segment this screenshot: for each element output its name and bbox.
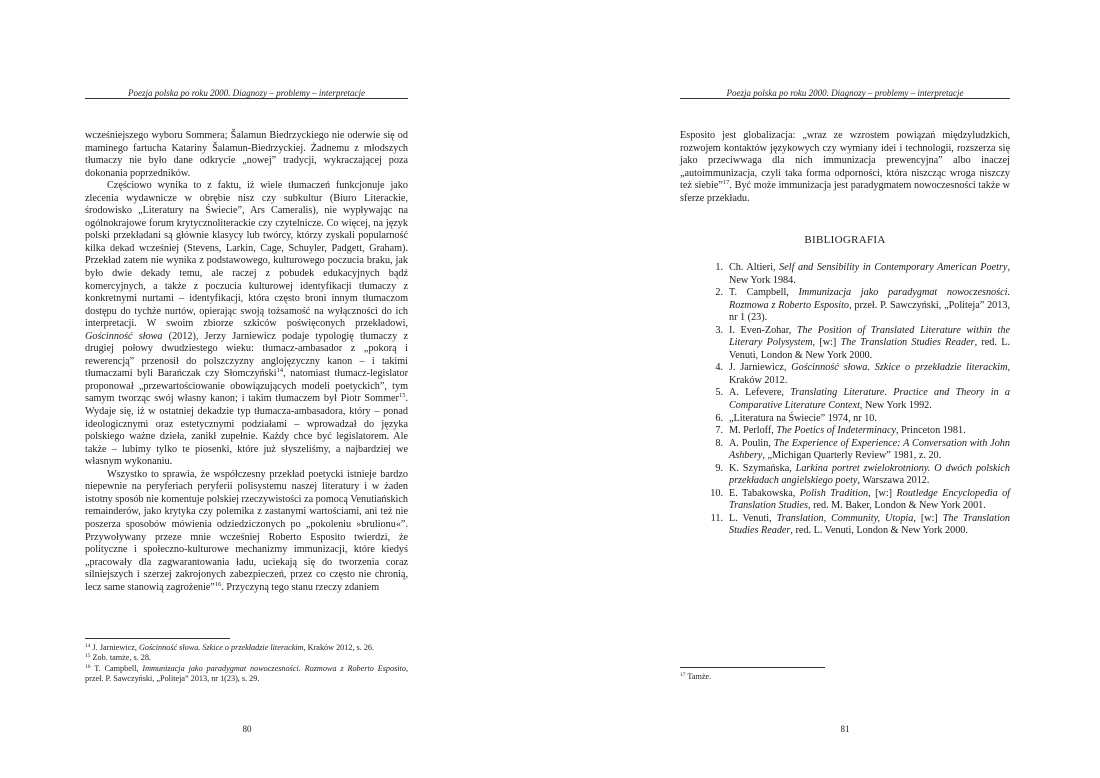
italic-text: The Translation Studies Reader [729, 512, 1010, 537]
bibliography-entry [705, 463, 1010, 488]
text-run: Ch. Altieri, [729, 262, 780, 273]
text-run: Zob. tamże, s. 28. [90, 653, 151, 663]
text-run: A. Poulin, [729, 437, 774, 449]
text-run: T. Campbell, [729, 287, 799, 299]
entry-number: 5. [715, 387, 723, 399]
running-header: Poezja polska po roku 2000. Diagnozy – problemy – interpretacje [128, 88, 365, 98]
paragraph [680, 130, 1010, 205]
entry-number: 11. [710, 512, 723, 524]
footnote-ref: 14 [85, 643, 91, 649]
italic-text: Immunizacja jako paradygmat nowoczesności. Rozmowa z Roberto Esposito [142, 663, 406, 673]
bibliography-entry [705, 362, 1010, 387]
bibliography-entry [705, 325, 1010, 363]
footnote-rule [85, 638, 230, 639]
paragraph [85, 469, 408, 594]
bibliography-entry [705, 425, 1010, 438]
header-rule [680, 98, 1010, 99]
footnote [85, 653, 408, 663]
footnotes [85, 643, 408, 685]
text-run: , Warszawa 2012. [857, 475, 930, 487]
body-text [85, 130, 408, 594]
entry-number: 8. [715, 437, 723, 449]
text-run: , Princeton 1981. [896, 425, 966, 437]
text-run: , red. M. Baker, London & New York 2001. [807, 500, 986, 512]
text-run: , „Michigan Quarterly Review” 1981, z. 20. [762, 450, 942, 462]
text-run: (2012), Jerzy Jarniewicz podaje typologię tłumaczy z drugiej połowy dwudziestego wieku: tłumacz-ambasador z „pokorą i rewerencją” przenosił do polszczyzny anglojęzyczny kanon – i takimi tłumaczami byli Barańczak czy Słomczyński [85, 330, 408, 380]
page-number: 80 [242, 724, 252, 734]
bibliography-entry [705, 262, 1010, 287]
text-run: , [w:] [913, 512, 943, 524]
footnote-rule [680, 667, 825, 668]
footnote-ref: 17 [680, 672, 686, 678]
text-run: , przeł. P. Sawczyński, „Politeja” 2013, nr 1(23), s. 29. [85, 663, 408, 684]
text-run: , natomiast tłumacz-legislator proponował „przewartościowanie obowiązujących modeli poetyckich”, tym samym tworząc swój własny kanon; i takim tłumaczem był Piotr Sommer [85, 368, 408, 405]
text-run: L. Venuti, [729, 512, 777, 524]
text-run: , Kraków 2012, s. 26. [303, 643, 375, 652]
text-run: , red. L. Venuti, London & New York 2000. [729, 337, 1010, 361]
text-run: A. Lefevere, [729, 387, 791, 399]
footnote [680, 672, 1010, 682]
italic-text: Gościnność słowa [85, 330, 163, 342]
italic-text: The Poetics of Indeterminacy [776, 425, 897, 437]
text-run: , New York 1984. [729, 262, 1010, 286]
italic-text: The Translation Studies Reader [840, 337, 975, 349]
text-run: . Być może immunizacja jest paradygmatem nowoczesności także w sferze przekładu. [680, 180, 1010, 204]
text-run: M. Perloff, [729, 425, 777, 437]
text-run: „Literatura na Świecie” 1974, nr 10. [729, 412, 877, 424]
italic-text: The Experience of Experience: A Conversation with John Ashbery [729, 437, 1010, 462]
text-run: E. Tabakowska, [729, 487, 800, 499]
italic-text: Self and Sensibility in Contemporary American Poetry [779, 262, 1008, 273]
text-run: wcześniejszego wyboru Sommera; Šalamun Biedrzyckiego nie oderwie się od maminego fartucha Katariny Šalamun-Biedrzyckiej. Żadnemu z młodszych tłumaczy nie było dane odkrycie „nowej” tradycji, wykraczającej poza dokonania poprzedników. [85, 130, 408, 179]
text-run: . Przyczyną tego stanu rzeczy zdaniem [221, 581, 380, 593]
header-rule [85, 98, 408, 99]
body-text [680, 130, 1010, 205]
text-run: . Wydaje się, iż w ostatniej dekadzie typ tłumacza-ambasadora, który – ponad ideologicznymi oraz estetycznymi podziałami – wprowadzał do języka polskiego ważne dzieła, zanikł zupełnie. Każdy chce być legislatorem. Ale także – lubimy tylko te piosenki, które już słyszeliśmy, a najbardziej we własnym wykonaniu. [85, 393, 408, 468]
paragraph [85, 180, 408, 469]
italic-text: Polish Tradition [799, 487, 869, 499]
text-run: T. Campbell, [90, 663, 143, 673]
text-run: , przeł. P. Sawczyński, „Politeja” 2013, nr 1 (23). [729, 299, 1010, 324]
italic-text: Immunizacja jako paradygmat nowoczesności. Rozmowa z Roberto Esposito [729, 287, 1010, 311]
entry-number: 2. [715, 287, 723, 299]
text-run: Esposito jest globalizacja: „wraz ze wzrostem powiązań międzyludzkich, rozwojem kontaktów językowych czy wymiany idei i technologii, rozszerza się jako przeciwwaga dla nich immunizacja prewencyjna” albo inaczej „autoimmunizacja, czyli taka forma odporności, która niszcząc wroga niszczy też siebie” [680, 130, 1010, 192]
right-page [550, 0, 1100, 778]
footnote-ref: 16 [85, 663, 91, 670]
footnotes [680, 672, 1010, 682]
entry-number: 1. [715, 262, 723, 273]
text-run: J. Jarniewicz, [729, 362, 792, 374]
entry-number: 4. [715, 362, 723, 374]
footnote-ref: 15 [398, 392, 406, 400]
italic-text: The Position of Translated Literature within the Literary Polysystem [729, 324, 1010, 349]
footnote-ref: 16 [214, 580, 222, 588]
footnote [85, 643, 408, 653]
bibliography-entry [705, 387, 1010, 412]
text-run: , [w:] [812, 337, 841, 349]
entry-number: 6. [715, 412, 723, 424]
italic-text: Gościnność słowa. Szkice o przekładzie literackim [138, 643, 304, 652]
text-run: K. Szymańska, [729, 462, 796, 474]
bibliography-entry [705, 287, 1010, 325]
bibliography-entry [705, 413, 1010, 426]
paragraph [85, 130, 408, 180]
text-run: I. Even-Zohar, [729, 324, 797, 336]
text-run: , Kraków 2012. [729, 362, 1010, 386]
text-run: Tamże. [685, 672, 712, 681]
bibliography-entry [705, 488, 1010, 513]
footnote-ref: 15 [85, 653, 91, 660]
page-number: 81 [840, 724, 850, 734]
bibliography-entry [705, 438, 1010, 463]
text-run: Wszystko to sprawia, że współczesny przekład poetycki istnieje bardzo niepewnie na peryferiach peryferii polisystemu naszej literatury i w żaden istotny sposób nie komentuje polskiej rzeczywistości za pomocą Venutiańskich remainderów, jako krytyka czy polemika z zastanymi wartościami, ani też nie poszerza sposobów mówienia odziedziczonych po „pokoleniu »brulionu«”. Przywoływany przeze mnie wcześniej Roberto Esposito twierdzi, że polityczne i społeczno-kulturowe mechanizmy immunizacji, które kiedyś „pracowały dla zagwarantowania ładu, uciekają się do tworzenia coraz silniejszych i szerzej zakrojonych zabezpieczeń, przez co często nie chronią, lecz same stanowią zagrożenie” [85, 468, 408, 593]
text-run: J. Jarniewicz, [90, 643, 139, 652]
italic-text: Routledge Encyclopedia of Translation Studies [729, 487, 1010, 512]
italic-text: Translation, Community, Utopia [776, 512, 914, 524]
text-run: , red. L. Venuti, London & New York 2000. [790, 525, 968, 537]
bibliography-entry [705, 513, 1010, 538]
entry-number: 9. [715, 462, 723, 474]
footnote-ref: 14 [276, 367, 284, 375]
entry-number: 10. [710, 487, 723, 499]
entry-number: 3. [715, 324, 723, 336]
text-run: , New York 1992. [859, 400, 932, 412]
italic-text: Translating Literature. Practice and Theory in a Comparative Literature Context [729, 387, 1011, 412]
bibliography-heading: BIBLIOGRAFIA [804, 234, 886, 246]
text-run: , [w:] [868, 487, 897, 499]
footnote-ref: 17 [722, 179, 730, 187]
italic-text: Gościnność słowa. Szkice o przekładzie literackim [791, 362, 1008, 374]
footnote [85, 664, 408, 685]
entry-number: 7. [715, 425, 723, 437]
bibliography-list [705, 262, 1010, 538]
text-run: Częściowo wynika to z faktu, iż wiele tłumaczeń funkcjonuje jako zlecenia wydawnicze w obrębie nisz czy subkultur (Biuro Literackie, środowisko „Literatury na Świecie”, Ars Cameralis), nie wypływając na ogólnokrajowe forum krytycznoliterackie czy czytelnicze. Co więcej, na język polski przekładani są głównie klasycy lub twórcy, którzy zyskali popularność kilka dekad wcześniej (Stevens, Larkin, Cage, Schuyler, Padgett, Graham). Przekład zatem nie wynika z podstawowego, kulturowego poczucia braku, jak było dwie dekady temu, ale raczej z pobudek edukacyjnych bądź komercyjnych, a także z poczucia kulturowej identyfikacji tłumaczy z konkretnymi nurtami – identyfikacji, która często broni innym tłumaczom dostępu do tychże nurtów, opierając swoją tożsamość na wyłączności do ich interpretacji. W swoim zbiorze szkiców poświęconych przekładowi, [85, 180, 408, 330]
running-header: Poezja polska po roku 2000. Diagnozy – problemy – interpretacje [726, 88, 964, 98]
italic-text: Larkina portret zwielokrotniony. O dwóch polskich przekładach angielskiego poety [729, 462, 1010, 487]
